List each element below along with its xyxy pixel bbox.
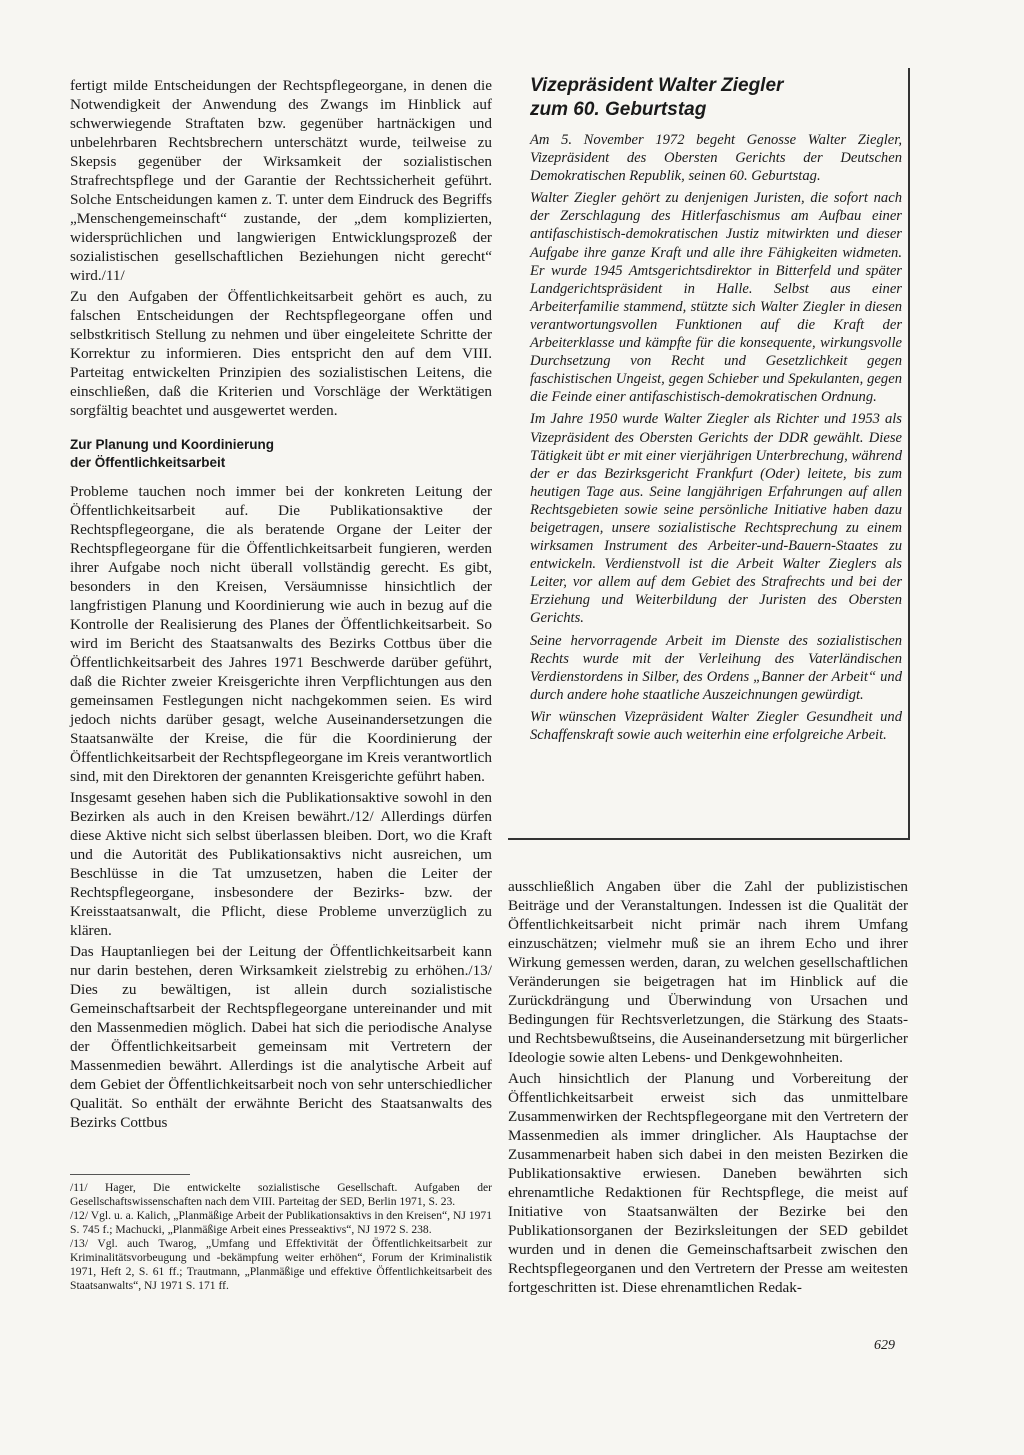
section-heading-line: der Öffentlichkeitsarbeit xyxy=(70,455,226,470)
notice-paragraph: Am 5. November 1972 begeht Genosse Walter Ziegler, Vizepräsident des Obersten Gerichts der Deutschen Demokratischen Republik, seinen 60. Geburtstag. xyxy=(530,132,902,185)
body-paragraph: Das Hauptanliegen bei der Leitung der Öffentlichkeitsarbeit kann nur darin bestehen, deren Wirksamkeit zielstrebig zu erhöhen./13/ Dies zu bewältigen, ist allein durch sozialistische Gemeinschaftsarbeit der Rechtspflegeorgane untereinander und mit den Massenmedien möglich. Dabei hat sich die periodische Analyse der Öffentlichkeitsarbeit gemeinsam mit Vertretern der Massenmedien bewährt. Allerdings ist die analytische Arbeit auf dem Gebiet der Öffentlichkeitsarbeit noch von sehr unterschiedlicher Qualität. So enthält der erwähnte Bericht des Staatsanwalts des Bezirks Cottbus xyxy=(70,943,492,1131)
footnote-divider xyxy=(70,1174,190,1175)
body-paragraph: Zu den Aufgaben der Öffentlichkeitsarbeit gehört es auch, zu falschen Entscheidungen der Rechtspflegeorgane offen und selbstkritisch Stellung zu nehmen und über eingeleitete Schritte der Korrektur zu informieren. Dies entspricht den auf dem VIII. Parteitag entwickelten Prinzipien des sozialistischen Leitens, die einschließen, daß die Kriterien und Vorschläge der Werktätigen sorgfältig beachtet und ausgewertet werden. xyxy=(70,288,492,419)
notice-paragraph: Seine hervorragende Arbeit im Dienste des sozialistischen Rechts wurde mit der Verleihung des Vaterländischen Verdienstordens in Silber, des Ordens „Banner der Arbeit“ und durch andere hohe staatliche Auszeichnungen gewürdigt. xyxy=(530,632,902,703)
notice-paragraph: Im Jahre 1950 wurde Walter Ziegler als Richter und 1953 als Vizepräsident des Obersten Gerichts der DDR gewählt. Diese Tätigkeit übt er mit einer vierjährigen Unterbrechung, während der er das Bezirksgericht Frankfurt (Oder) leitete, bis zum heutigen Tage aus. Seine langjährigen Erfahrungen auf allen Rechtsgebieten sowie seine persönliche Initiative haben dazu beigetragen, unsere sozialistische Rechtsprechung zu einem wirksamen Instrument des Arbeiter-und-Bauern-Staates zu entwickeln. Verdienstvoll ist die Arbeit Walter Zieglers als Leiter, vor allem auf dem Gebiet des Strafrechts und bei der Erziehung und Weiterbildung der Juristen des Obersten Gerichts. xyxy=(530,411,902,627)
body-paragraph: ausschließlich Angaben über die Zahl der publizistischen Beiträge und der Veranstaltungen. Indessen ist die Qualität der Öffentlichkeitsarbeit nicht primär nach ihrem Umfang einzuschätzen; vielmehr muß sie an ihrem Echo und ihrer Wirkung gemessen werden, daran, zu welchen gesellschaftlichen Veränderungen sie beigetragen hat im Hinblick auf die Zurückdrängung und Überwindung von Ursachen und Bedingungen für Rechtsverletzungen, die Stärkung des Staats- und Rechtsbewußtseins, die Auseinandersetzung mit bürgerlicher Ideologie sowie alten Lebens- und Denkgewohnheiten. xyxy=(508,878,908,1066)
body-paragraph: Insgesamt gesehen haben sich die Publikationsaktive sowohl in den Bezirken als auch in den Kreisen bewährt./12/ Allerdings dürfen diese Aktive nicht sich selbst überlassen bleiben. Dort, wo die Kraft und die Autorität des Publikationsaktivs nicht ausreichen, um Beschlüsse in die Tat umzusetzen, haben die Leiter der Rechtspflegeorgane, insbesondere der Bezirks- bzw. der Kreisstaatsanwalt, die Pflicht, diese Probleme unverzüglich zu klären. xyxy=(70,789,492,939)
left-column xyxy=(70,76,492,1134)
body-paragraph: Probleme tauchen noch immer bei der konkreten Leitung der Öffentlichkeitsarbeit auf. Die Publikationsaktive der Rechtspflegeorgane, die als beratende Organe der Leiter der Rechtspflegeorgane für die Öffentlichkeitsarbeit fungieren, werden ihrer Aufgabe noch nicht überall vollständig gerecht. Es gibt, besonders in den Kreisen, Versäumnisse hinsichtlich der langfristigen Planung und Koordinierung wie auch in bezug auf die Kontrolle der Realisierung des Planes der Öffentlichkeitsarbeit. So wird im Bericht des Staatsanwalts des Bezirks Cottbus über die Öffentlichkeitsarbeit des Jahres 1971 Beschwerde darüber geführt, daß die Richter zweier Kreisgerichte ihren Verpflichtungen aus den gemeinsamen Festlegungen nicht nachgekommen seien. Es wird jedoch nichts darüber gesagt, welche Auseinandersetzungen die Staatsanwälte der Kreise, die für die Koordinierung der Öffentlichkeitsarbeit der Rechtspflegeorgane im Kreis verantwortlich sind, mit den Direktoren der genannten Kreisgerichte geführt haben. xyxy=(70,483,492,785)
notice-paragraph: Wir wünschen Vizepräsident Walter Ziegler Gesundheit und Schaffenskraft sowie auch weiterhin eine erfolgreiche Arbeit. xyxy=(530,708,902,743)
notice-title xyxy=(530,74,902,122)
birthday-notice-box xyxy=(508,68,910,840)
body-paragraph: fertigt milde Entscheidungen der Rechtspflegeorgane, in denen die Notwendigkeit der Anwendung des Zwangs im Hinblick auf schwerwiegende Straftaten bzw. gegenüber hartnäckigen und unbelehrbaren Rechtsbrechern unterschätzt wurde, teilweise zu Skepsis gegenüber der Wirksamkeit der sozialistischen Strafrechtspflege und der Garantie der Rechtssicherheit geführt. Solche Entscheidungen kamen z. T. unter dem Eindruck des Begriffs „Menschengemeinschaft“ zustande, der „dem komplizierten, widersprüchlichen und langwierigen Entwicklungsprozeß der sozialistischen gesellschaftlichen Beziehungen nicht gerecht“ wird./11/ xyxy=(70,77,492,284)
footnote: /13/ Vgl. auch Twarog, „Umfang und Effektivität der Öffentlichkeitsarbeit zur Kriminalitätsvorbeugung und -bekämpfung weiter erhöhen“, Forum der Kriminalistik 1971, Heft 2, S. 61 ff.; Trautmann, „Planmäßige und effektive Öffentlichkeitsarbeit des Staatsanwalts“, NJ 1971 S. 171 ff. xyxy=(70,1237,492,1292)
section-heading xyxy=(70,436,492,472)
page-number: 629 xyxy=(874,1338,895,1353)
notice-paragraph: Walter Ziegler gehört zu denjenigen Juristen, die sofort nach der Zerschlagung des Hitlerfaschismus am Aufbau einer antifaschistisch-demokratischen Justiz mitwirkten und dieser Aufgabe ihre ganze Kraft und alle ihre Fähigkeiten widmeten. Er wurde 1945 Amtsgerichtsdirektor in Bitterfeld und später Landgerichtspräsident in Halle. Selbst aus einer Arbeiterfamilie stammend, stützte sich Walter Ziegler in diesen verantwortungsvollen Funktionen auf die Kraft der Arbeiterklasse und kämpfte für die konsequente, wirkungsvolle Durchsetzung von Recht und Gesetzlichkeit gegen faschistischen Ungeist, gegen Schieber und Spekulanten, gegen die Feinde einer antifaschistisch-demokratischen Ordnung. xyxy=(530,190,902,406)
right-column xyxy=(508,877,908,1299)
notice-title-line: Vizepräsident Walter Ziegler xyxy=(530,75,784,96)
section-heading-line: Zur Planung und Koordinierung xyxy=(70,437,274,452)
notice-title-line: zum 60. Geburtstag xyxy=(530,99,707,120)
body-paragraph: Auch hinsichtlich der Planung und Vorbereitung der Öffentlichkeitsarbeit erweist sich das unmittelbare Zusammenwirken der Rechtspflegeorgane mit den Vertretern der Massenmedien als immer dringlicher. Als Hauptachse der Zusammenarbeit haben sich dabei in den meisten Bezirken die Publikationsaktive erwiesen. Daneben bewährten sich ehrenamtliche Redaktionen für Rechtspflege, die meist auf Initiative von Staatsanwälten der Bezirke bei den Publikationsorganen der Bezirksleitungen der SED gebildet wurden und in denen die Gemeinschaftsarbeit zwischen den Rechtspflegeorganen und den Vertretern der Presse am weitesten fortgeschritten ist. Diese ehrenamtlichen Redak- xyxy=(508,1070,908,1296)
footnote: /12/ Vgl. u. a. Kalich, „Planmäßige Arbeit der Publikationsaktivs in den Kreisen“, NJ 1971 S. 745 f.; Machucki, „Planmäßige Arbeit eines Presseaktivs“, NJ 1972 S. 238. xyxy=(70,1209,492,1236)
footnotes xyxy=(70,1181,492,1293)
footnote: /11/ Hager, Die entwickelte sozialistische Gesellschaft. Aufgaben der Gesellschaftswissenschaften nach dem VIII. Parteitag der SED, Berlin 1971, S. 23. xyxy=(70,1181,492,1208)
